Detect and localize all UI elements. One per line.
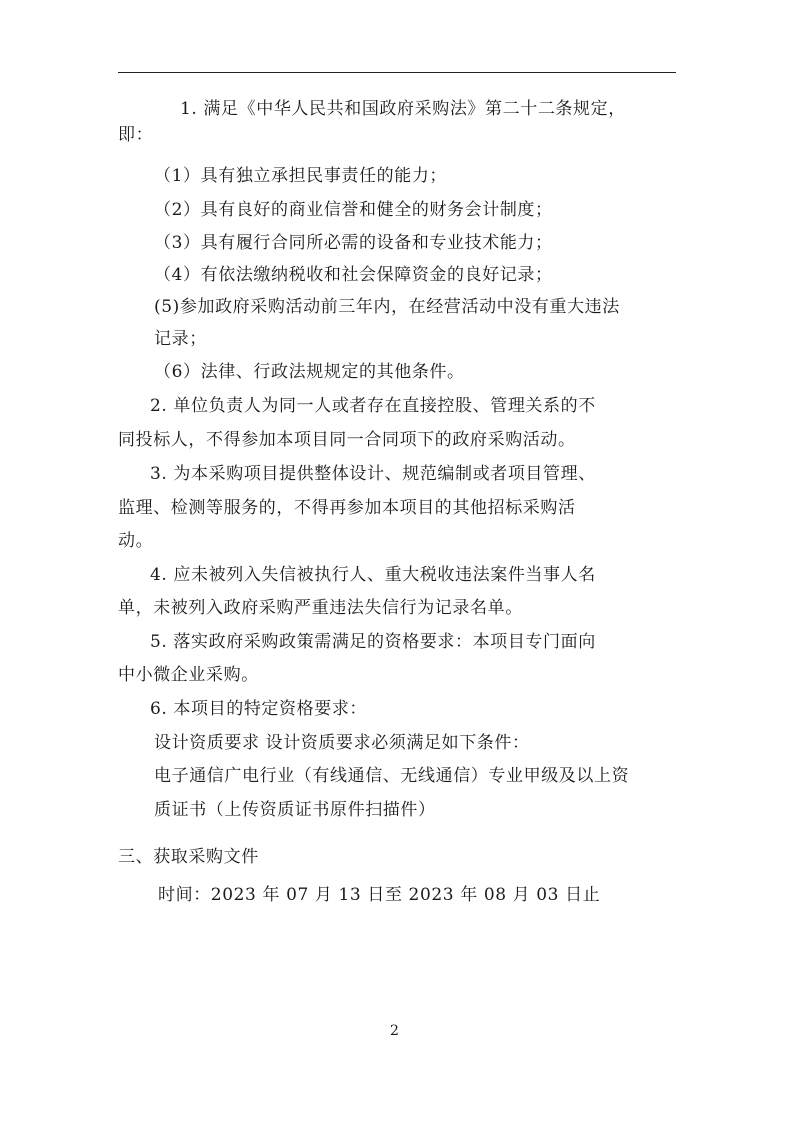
text-line: 5. 落实政府采购政策需满足的资格要求：本项目专门面向 <box>150 632 596 652</box>
text-line: 时间：2023 年 07 月 13 日至 2023 年 08 月 03 日止 <box>158 885 601 905</box>
page-number: 2 <box>390 1023 399 1039</box>
text-line: （1）具有独立承担民事责任的能力； <box>154 166 448 186</box>
text-line: 动。 <box>118 531 154 551</box>
text-line: 电子通信广电行业（有线通信、无线通信）专业甲级及以上资 <box>154 766 630 786</box>
text-line: 设计资质要求 设计资质要求必须满足如下条件： <box>154 733 530 753</box>
text-line: （6）法律、行政法规规定的其他条件。 <box>154 362 465 382</box>
text-line: 质证书（上传资质证书原件扫描件） <box>154 800 436 820</box>
header-rule <box>118 72 676 73</box>
text-line: （2）具有良好的商业信誉和健全的财务会计制度； <box>154 200 553 220</box>
text-line: 2. 单位负责人为同一人或者存在直接控股、管理关系的不 <box>150 396 596 416</box>
text-line: 4. 应未被列入失信被执行人、重大税收违法案件当事人名 <box>150 565 596 585</box>
text-line: (5)参加政府采购活动前三年内，在经营活动中没有重大违法 <box>154 297 620 317</box>
text-line: 3. 为本采购项目提供整体设计、规范编制或者项目管理、 <box>150 464 596 484</box>
text-line: 单，未被列入政府采购严重违法失信行为记录名单。 <box>118 598 523 618</box>
text-line: 即： <box>118 125 154 145</box>
text-line: 6. 本项目的特定资格要求： <box>150 699 368 719</box>
text-line: 记录； <box>154 329 207 349</box>
text-line: 中小微企业采购。 <box>118 665 259 685</box>
text-line: 1. 满足《中华人民共和国政府采购法》第二十二条规定， <box>180 99 626 119</box>
text-line: （4）有依法缴纳税收和社会保障资金的良好记录； <box>154 265 553 285</box>
text-line: 同投标人，不得参加本项目同一合同项下的政府采购活动。 <box>118 430 576 450</box>
text-line: 监理、检测等服务的，不得再参加本项目的其他招标采购活 <box>118 498 576 518</box>
text-line: （3）具有履行合同所必需的设备和专业技术能力； <box>154 233 553 253</box>
section-heading: 三、获取采购文件 <box>118 847 259 867</box>
